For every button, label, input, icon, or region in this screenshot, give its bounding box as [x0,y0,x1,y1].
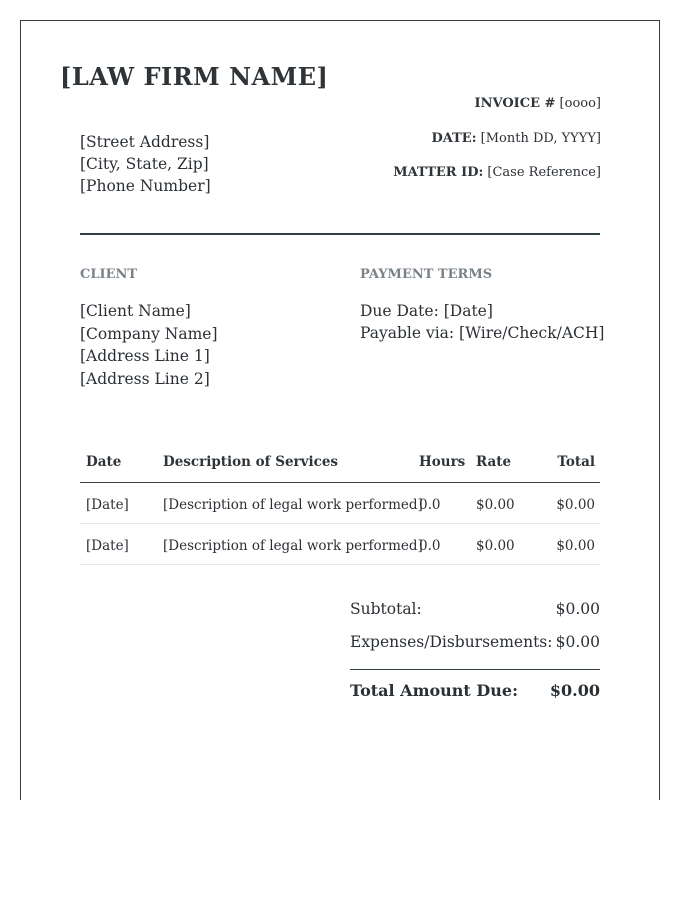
subtotal-label: Subtotal: [350,600,422,618]
matter-id-label: MATTER ID: [393,165,484,180]
total-due-label: Total Amount Due: [350,681,518,700]
firm-street: [Street Address] [80,133,210,151]
expenses-label: Expenses/Disbursements: [350,633,553,651]
client-address-line-1: [Address Line 1] [80,347,210,365]
firm-city: [City, State, Zip] [80,155,209,173]
invoice-date [431,131,601,146]
client-heading: CLIENT [80,267,138,282]
row-description: [Description of legal work performed] [163,538,423,554]
row-date: [Date] [86,497,129,513]
row-hours: 0.0 [419,538,441,554]
firm-name: [LAW FIRM NAME] [60,62,329,91]
due-date: Due Date: [Date] [360,302,493,320]
header-total: Total [557,454,595,470]
table-row [80,524,600,565]
table-row [80,483,600,524]
row-description: [Description of legal work performed] [163,497,423,513]
firm-phone: [Phone Number] [80,177,211,195]
row-total: $0.00 [556,538,595,554]
invoice-date-label: DATE: [431,131,477,146]
client-company: [Company Name] [80,324,218,343]
invoice-number-label: INVOICE # [474,96,556,111]
expenses-value: $0.00 [555,633,600,651]
header-rate: Rate [476,454,512,470]
header-divider [80,233,600,235]
matter-id [393,165,601,180]
payable-via: Payable via: [Wire/Check/ACH] [360,324,605,342]
client-details [80,300,218,390]
header-date: Date [86,454,122,470]
payment-terms-heading: PAYMENT TERMS [360,267,493,282]
header-description: Description of Services [163,454,339,470]
matter-id-value: [Case Reference] [487,165,601,180]
header-hours: Hours [419,454,466,470]
client-name: [Client Name] [80,302,191,320]
row-rate: $0.00 [476,497,515,513]
invoice-number-value: [oooo] [559,96,601,111]
payment-terms-details [360,300,604,344]
subtotal-value: $0.00 [555,600,600,618]
invoice-number [475,96,602,111]
totals-divider [350,669,600,670]
total-due-value: $0.00 [549,681,600,700]
invoice-date-value: [Month DD, YYYY] [480,131,601,146]
client-address-line-2: [Address Line 2] [80,369,210,388]
table-header-row [80,446,600,483]
row-total: $0.00 [556,497,595,513]
row-hours: 0.0 [419,497,441,513]
row-rate: $0.00 [476,538,515,554]
firm-address [80,131,211,197]
services-table [80,446,600,565]
row-date: [Date] [86,538,129,554]
